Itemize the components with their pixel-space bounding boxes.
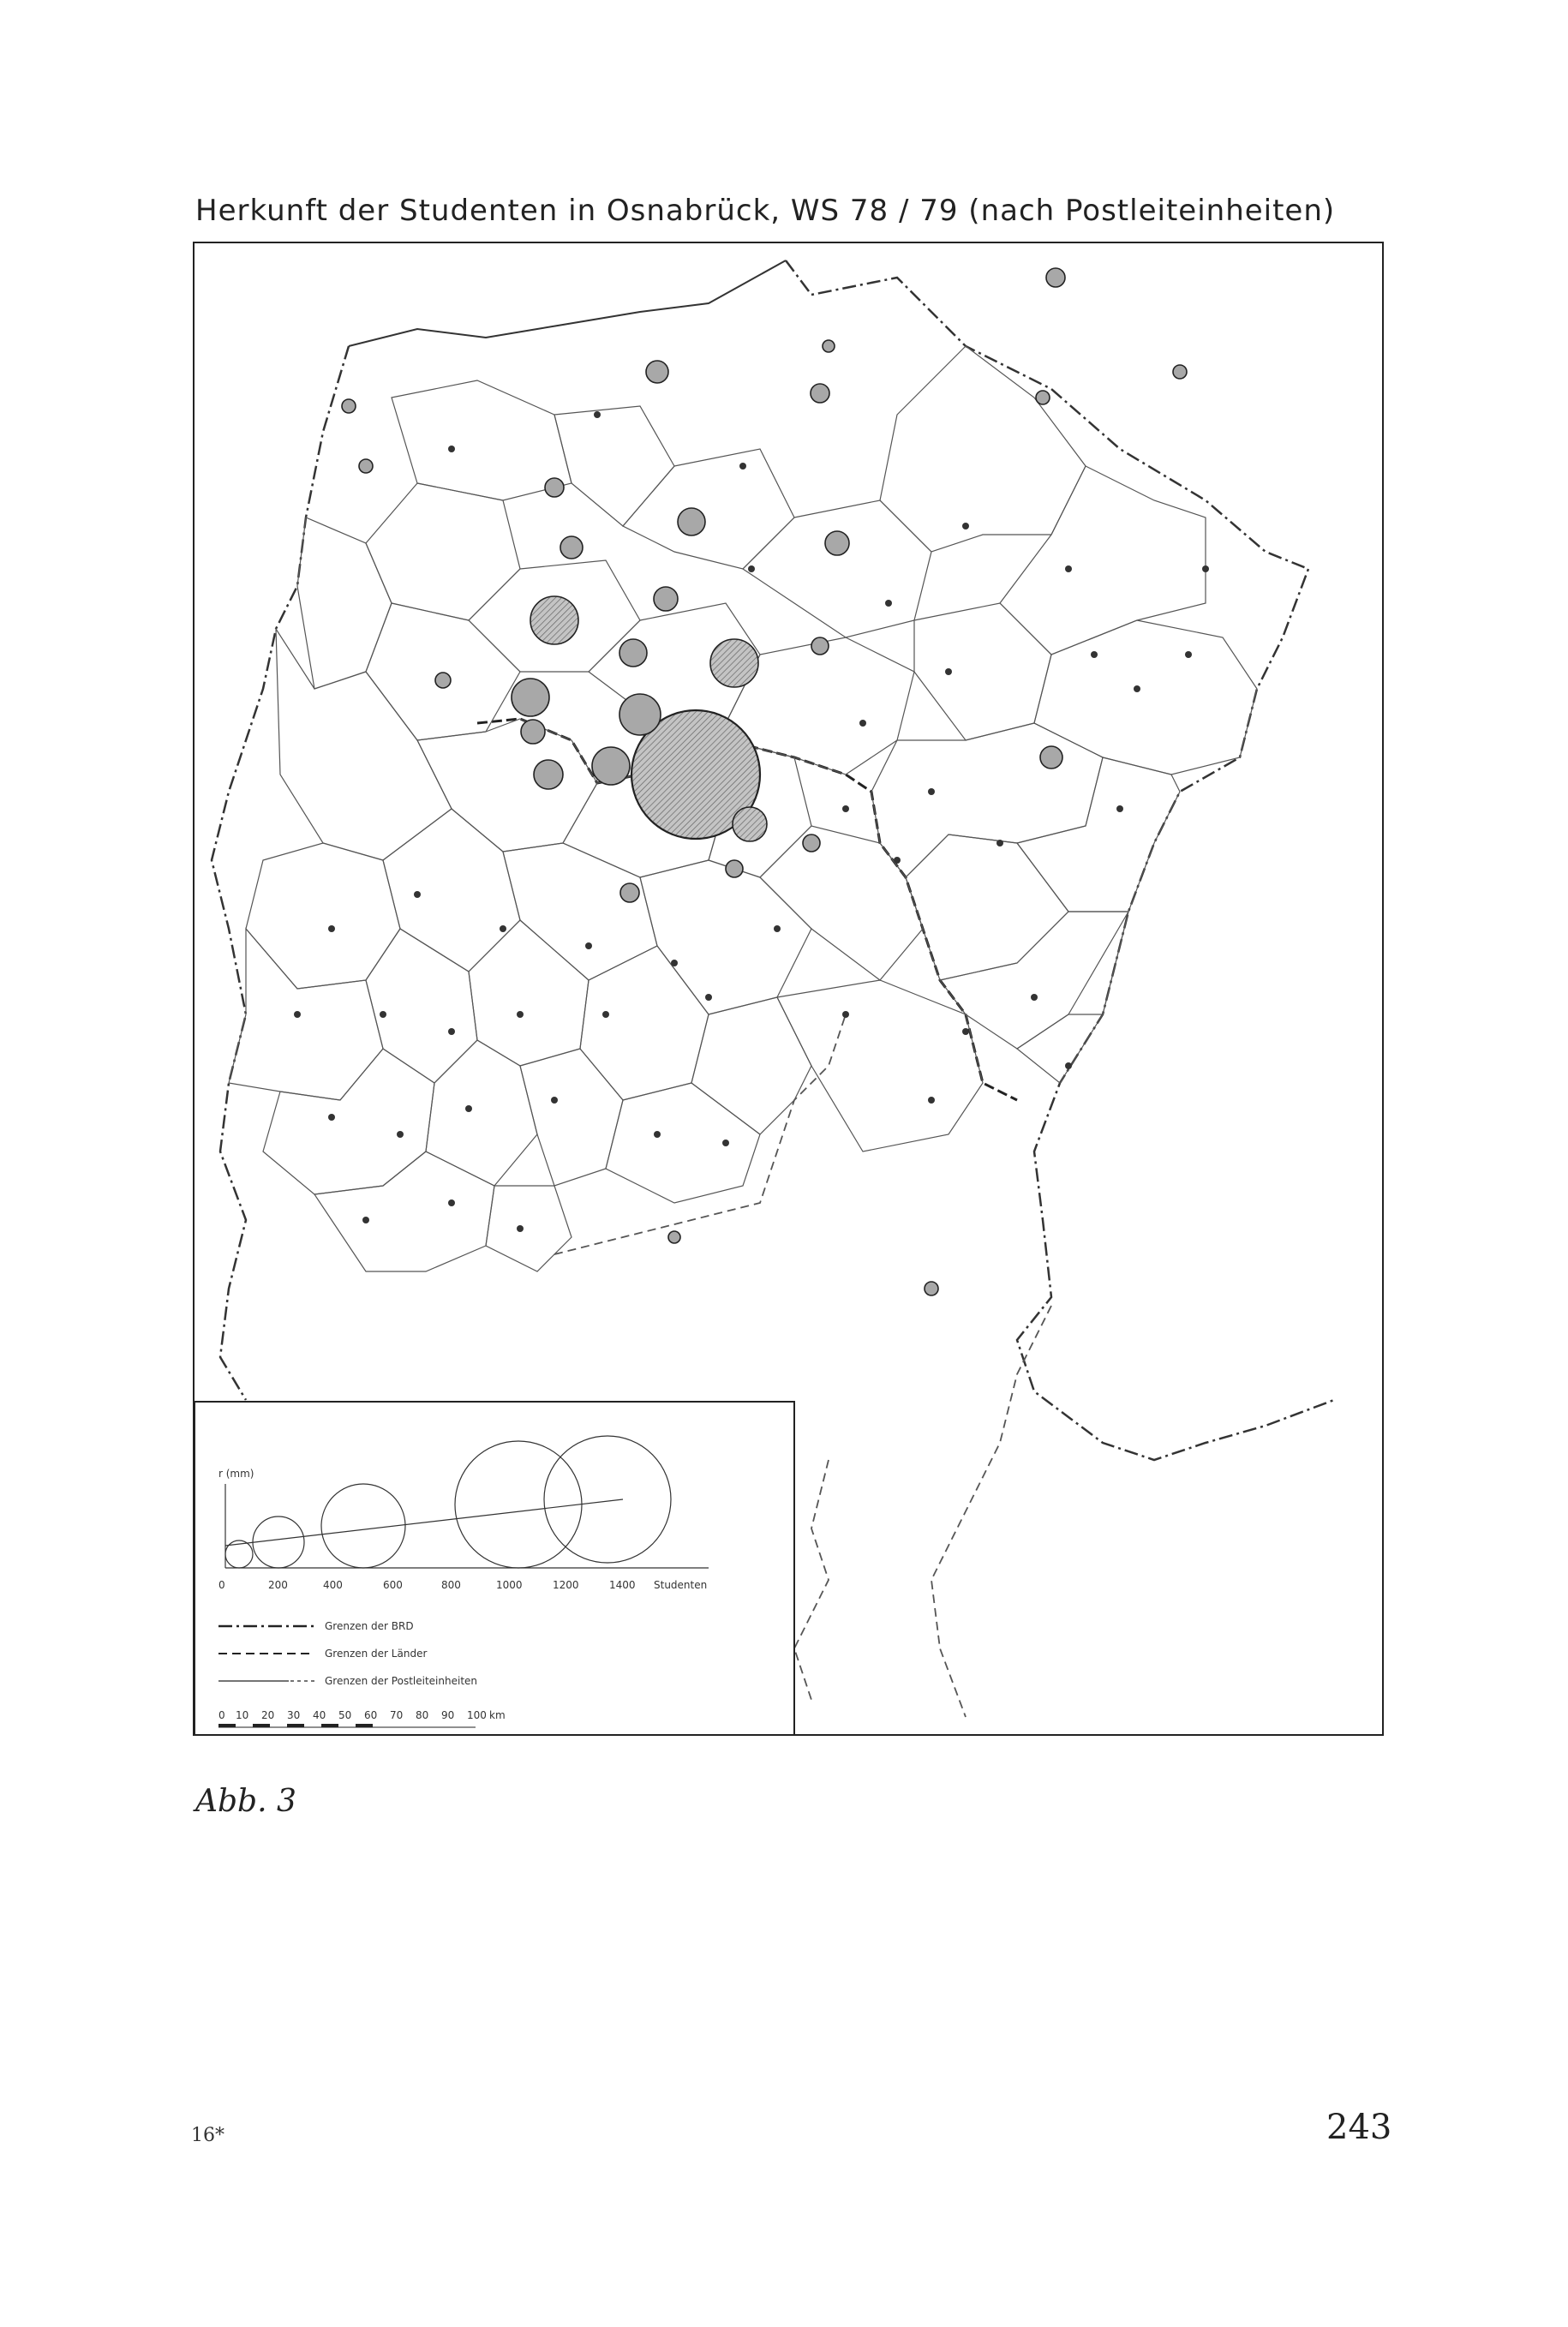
svg-text:60: 60 xyxy=(364,1709,378,1721)
scale-unit: km xyxy=(489,1709,506,1721)
footnote-mark: 16* xyxy=(191,2125,224,2146)
tick-800: 800 xyxy=(441,1579,461,1591)
line-label-postal: Grenzen der Postleiteinheiten xyxy=(325,1675,478,1687)
tick-600: 600 xyxy=(383,1579,403,1591)
tick-1400: 1400 xyxy=(609,1579,636,1591)
tick-0: 0 xyxy=(218,1579,225,1591)
tick-200: 200 xyxy=(268,1579,288,1591)
svg-text:70: 70 xyxy=(390,1709,404,1721)
student-circles xyxy=(342,268,1187,1295)
map-canvas xyxy=(195,243,1384,1736)
map-frame xyxy=(193,242,1384,1736)
brd-border-outline xyxy=(786,260,1334,1460)
svg-text:100: 100 xyxy=(467,1709,487,1721)
page-number: 243 xyxy=(1326,2108,1392,2147)
line-label-brd: Grenzen der BRD xyxy=(325,1620,414,1632)
svg-text:90: 90 xyxy=(441,1709,455,1721)
svg-text:30: 30 xyxy=(287,1709,301,1721)
svg-text:40: 40 xyxy=(313,1709,326,1721)
line-label-laender: Grenzen der Länder xyxy=(325,1648,428,1660)
legend-radius-label: r (mm) xyxy=(218,1468,254,1480)
coastline-north xyxy=(349,260,786,346)
svg-text:20: 20 xyxy=(261,1709,275,1721)
tick-400: 400 xyxy=(323,1579,343,1591)
student-axis-unit: Studenten xyxy=(654,1579,708,1591)
svg-text:80: 80 xyxy=(416,1709,429,1721)
brd-border-west xyxy=(212,346,349,1400)
map-title: Herkunft der Studenten in Osnabrück, WS 78 / 79 (nach Postleiteinheiten) xyxy=(195,194,1336,228)
svg-text:0: 0 xyxy=(218,1709,225,1721)
svg-text:50: 50 xyxy=(338,1709,352,1721)
svg-text:10: 10 xyxy=(236,1709,249,1721)
tick-1200: 1200 xyxy=(553,1579,579,1591)
figure-caption: Abb. 3 xyxy=(195,1784,296,1819)
tick-1000: 1000 xyxy=(496,1579,523,1591)
legend xyxy=(195,1402,794,1736)
